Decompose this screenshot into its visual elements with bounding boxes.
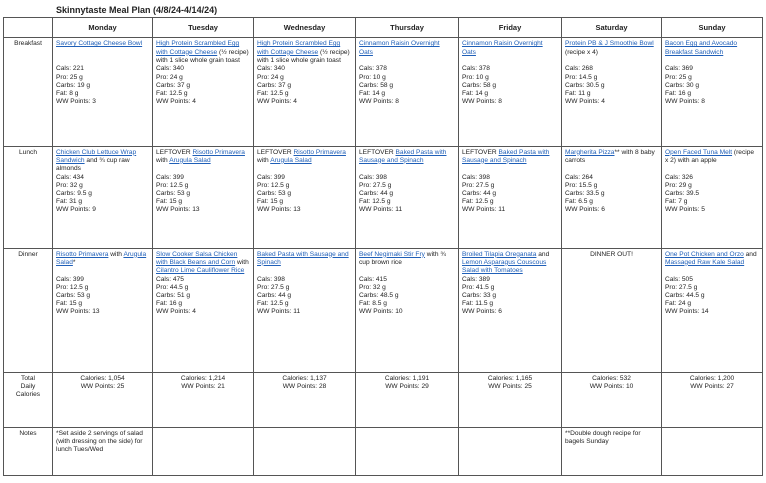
carbs-value: Carbs: 44 g bbox=[257, 291, 292, 299]
meal-description bbox=[565, 40, 658, 64]
ww-points-value: WW Points: 3 bbox=[56, 98, 96, 106]
fat-value: Fat: 15 g bbox=[56, 300, 83, 308]
recipe-link[interactable]: Bacon Egg and Avocado Breakfast Sandwich bbox=[665, 40, 738, 56]
total-ww-points: WW Points: 27 bbox=[690, 383, 734, 391]
total-ww-points: WW Points: 10 bbox=[589, 383, 634, 391]
note-cell bbox=[662, 428, 763, 476]
meal-text: (½ recipe) with 1 slice whole grain toast bbox=[257, 48, 350, 64]
meal-text: with bbox=[156, 156, 170, 164]
notes-row bbox=[4, 428, 763, 476]
nutrition-info bbox=[462, 276, 558, 317]
ww-points-value: WW Points: 6 bbox=[565, 206, 605, 214]
meal-text: LEFTOVER bbox=[462, 148, 499, 156]
recipe-link[interactable]: Risotto Primavera bbox=[56, 250, 109, 258]
meal-cell bbox=[254, 146, 356, 248]
daily-total bbox=[254, 372, 356, 427]
recipe-link[interactable]: One Pot Chicken and Orzo bbox=[665, 250, 744, 258]
carbs-value: Carbs: 19 g bbox=[56, 81, 91, 89]
daily-total bbox=[153, 372, 254, 427]
lunch-row bbox=[4, 146, 763, 248]
calories-value: Cals: 505 bbox=[665, 275, 693, 283]
day-header: Friday bbox=[459, 18, 562, 38]
meal-cell bbox=[459, 146, 562, 248]
protein-value: Pro: 27.5 g bbox=[257, 283, 290, 291]
nutrition-info bbox=[56, 65, 149, 106]
calories-value: Cals: 369 bbox=[665, 65, 693, 73]
meal-cell bbox=[459, 38, 562, 146]
ww-points-value: WW Points: 5 bbox=[665, 206, 705, 214]
calories-value: Cals: 398 bbox=[462, 173, 490, 181]
meal-description bbox=[156, 40, 250, 64]
total-calories: Calories: 1,054 bbox=[80, 374, 125, 382]
meal-cell bbox=[254, 248, 356, 372]
dinner-out-cell: DINNER OUT! bbox=[562, 248, 662, 372]
ww-points-value: WW Points: 11 bbox=[257, 308, 301, 316]
fat-value: Fat: 15 g bbox=[156, 198, 183, 206]
meal-cell bbox=[53, 248, 153, 372]
protein-value: Pro: 25 g bbox=[665, 73, 692, 81]
day-header: Monday bbox=[53, 18, 153, 38]
calories-value: Cals: 340 bbox=[156, 65, 184, 73]
recipe-link[interactable]: Arugula Salad bbox=[270, 156, 312, 164]
nutrition-info bbox=[56, 276, 149, 317]
total-ww-points: WW Points: 25 bbox=[488, 383, 532, 391]
protein-value: Pro: 27.5 g bbox=[359, 181, 392, 189]
protein-value: Pro: 41.5 g bbox=[462, 283, 495, 291]
calories-value: Cals: 399 bbox=[156, 173, 184, 181]
recipe-link[interactable]: Arugula Salad bbox=[169, 156, 211, 164]
row-label-breakfast: Breakfast bbox=[4, 38, 53, 146]
recipe-link[interactable]: High Protein Scrambled Egg with Cottage Cheese bbox=[156, 40, 240, 56]
nutrition-info bbox=[257, 65, 352, 106]
fat-value: Fat: 16 g bbox=[156, 300, 183, 308]
carbs-value: Carbs: 30.5 g bbox=[565, 81, 605, 89]
total-calories: Calories: 1,214 bbox=[180, 374, 226, 382]
recipe-link[interactable]: Baked Pasta with Sausage and Spinach bbox=[257, 250, 349, 266]
daily-total bbox=[459, 372, 562, 427]
meal-text: (½ recipe) with 1 slice whole grain toast bbox=[156, 48, 249, 64]
recipe-link[interactable]: Open Faced Tuna Melt bbox=[665, 148, 733, 156]
meal-description bbox=[257, 40, 352, 64]
carbs-value: Carbs: 37 g bbox=[257, 81, 292, 89]
meal-text: LEFTOVER bbox=[359, 148, 396, 156]
recipe-link[interactable]: Broiled Tilapia Oreganata bbox=[462, 250, 537, 258]
meal-text: with bbox=[257, 156, 271, 164]
ww-points-value: WW Points: 4 bbox=[156, 308, 196, 316]
nutrition-info bbox=[156, 174, 250, 215]
meal-description bbox=[56, 40, 149, 64]
meal-text: and bbox=[743, 250, 757, 258]
ww-points-value: WW Points: 6 bbox=[462, 308, 502, 316]
meal-text: (recipe x 4) bbox=[565, 48, 598, 56]
meal-cell bbox=[53, 38, 153, 146]
fat-value: Fat: 7 g bbox=[665, 198, 688, 206]
fat-value: Fat: 15 g bbox=[257, 198, 284, 206]
daily-total bbox=[356, 372, 459, 427]
calories-value: Cals: 398 bbox=[359, 173, 387, 181]
recipe-link[interactable]: Risotto Primavera bbox=[293, 148, 346, 156]
nutrition-info bbox=[665, 174, 759, 215]
carbs-value: Carbs: 58 g bbox=[462, 81, 497, 89]
meal-description bbox=[257, 149, 352, 173]
note-cell: *Set aside 2 servings of salad (with dressing on the side) for lunch Tues/Wed bbox=[53, 428, 153, 476]
meal-text: LEFTOVER bbox=[257, 148, 294, 156]
protein-value: Pro: 24 g bbox=[257, 73, 284, 81]
protein-value: Pro: 44.5 g bbox=[156, 283, 189, 291]
recipe-link[interactable]: Margherita Pizza bbox=[565, 148, 615, 156]
carbs-value: Carbs: 39.5 bbox=[665, 189, 700, 197]
page-title: Skinnytaste Meal Plan (4/8/24-4/14/24) bbox=[56, 5, 218, 15]
fat-value: Fat: 11.5 g bbox=[462, 300, 494, 308]
fat-value: Fat: 8 g bbox=[56, 90, 79, 97]
fat-value: Fat: 8.5 g bbox=[359, 300, 387, 308]
fat-value: Fat: 12.5 g bbox=[156, 90, 188, 97]
protein-value: Pro: 14.5 g bbox=[565, 73, 598, 81]
meal-cell bbox=[562, 146, 662, 248]
fat-value: Fat: 14 g bbox=[359, 90, 386, 97]
calories-value: Cals: 398 bbox=[257, 275, 285, 283]
carbs-value: Carbs: 30 g bbox=[665, 81, 700, 89]
total-calories: Calories: 532 bbox=[592, 374, 631, 382]
protein-value: Pro: 10 g bbox=[462, 73, 489, 81]
day-header: Sunday bbox=[662, 18, 763, 38]
fat-value: Fat: 12.5 g bbox=[257, 90, 289, 97]
ww-points-value: WW Points: 10 bbox=[359, 308, 403, 316]
total-calories: Calories: 1,165 bbox=[487, 374, 533, 382]
total-ww-points: WW Points: 25 bbox=[80, 383, 125, 391]
meal-cell bbox=[254, 38, 356, 146]
carbs-value: Carbs: 53 g bbox=[56, 291, 91, 299]
recipe-link[interactable]: High Protein Scrambled Egg with Cottage Cheese bbox=[257, 40, 341, 56]
corner-cell bbox=[4, 18, 53, 38]
total-calories: Calories: 1,200 bbox=[689, 374, 735, 382]
total-ww-points: WW Points: 29 bbox=[385, 383, 429, 391]
meal-text: ** with 8 baby carrots bbox=[565, 148, 655, 164]
protein-value: Pro: 12.5 g bbox=[56, 283, 89, 291]
meal-plan-table bbox=[3, 17, 763, 476]
meal-text: with bbox=[235, 258, 249, 266]
meal-text: (recipe x 2) with an apple bbox=[665, 148, 755, 164]
calories-value: Cals: 399 bbox=[257, 173, 285, 181]
total-ww-points: WW Points: 21 bbox=[181, 383, 225, 391]
meal-description bbox=[665, 251, 759, 275]
carbs-value: Carbs: 53 g bbox=[257, 189, 292, 197]
meal-description bbox=[257, 251, 352, 275]
meal-description bbox=[359, 149, 455, 173]
nutrition-info bbox=[359, 276, 455, 317]
carbs-value: Carbs: 51 g bbox=[156, 291, 191, 299]
nutrition-info bbox=[359, 174, 455, 215]
meal-cell bbox=[459, 248, 562, 372]
protein-value: Pro: 32 g bbox=[359, 283, 386, 291]
meal-text: with bbox=[108, 250, 124, 258]
nutrition-info bbox=[156, 65, 250, 106]
calories-value: Cals: 475 bbox=[156, 275, 184, 283]
meal-description bbox=[56, 149, 149, 173]
meal-cell bbox=[562, 38, 662, 146]
protein-value: Pro: 27.5 g bbox=[462, 181, 495, 189]
ww-points-value: WW Points: 13 bbox=[257, 206, 301, 214]
recipe-link[interactable]: Cilantro Lime Cauliflower Rice bbox=[156, 266, 245, 274]
meal-text: with ¾ cup brown rice bbox=[359, 250, 446, 266]
carbs-value: Carbs: 9.5 g bbox=[56, 189, 92, 197]
carbs-value: Carbs: 44.5 g bbox=[665, 291, 705, 299]
carbs-value: Carbs: 33 g bbox=[462, 291, 497, 299]
note-cell bbox=[153, 428, 254, 476]
recipe-link[interactable]: Chicken Club Lettuce Wrap Sandwich bbox=[56, 148, 137, 164]
day-header: Thursday bbox=[356, 18, 459, 38]
note-cell bbox=[356, 428, 459, 476]
ww-points-value: WW Points: 13 bbox=[56, 308, 100, 316]
recipe-link[interactable]: Arugula Salad bbox=[56, 250, 147, 266]
protein-value: Pro: 12.5 g bbox=[156, 181, 189, 189]
note-cell bbox=[459, 428, 562, 476]
carbs-value: Carbs: 48.5 g bbox=[359, 291, 399, 299]
nutrition-info bbox=[665, 65, 759, 106]
nutrition-info bbox=[565, 174, 658, 215]
meal-description bbox=[156, 251, 250, 275]
meal-cell bbox=[662, 248, 763, 372]
meal-cell bbox=[153, 146, 254, 248]
carbs-value: Carbs: 37 g bbox=[156, 81, 191, 89]
meal-cell bbox=[356, 38, 459, 146]
calories-value: Cals: 340 bbox=[257, 65, 285, 73]
header-row bbox=[4, 18, 763, 38]
meal-text: * bbox=[72, 258, 76, 266]
meal-description bbox=[565, 149, 658, 173]
carbs-value: Carbs: 44 g bbox=[359, 189, 394, 197]
meal-description bbox=[359, 40, 455, 64]
recipe-link[interactable]: Massaged Raw Kale Salad bbox=[665, 258, 745, 266]
ww-points-value: WW Points: 8 bbox=[462, 98, 502, 106]
ww-points-value: WW Points: 4 bbox=[257, 98, 297, 106]
daily-total bbox=[662, 372, 763, 427]
protein-value: Pro: 25 g bbox=[56, 73, 83, 81]
day-header: Wednesday bbox=[254, 18, 356, 38]
fat-value: Fat: 24 g bbox=[665, 300, 692, 308]
fat-value: Fat: 31 g bbox=[56, 198, 83, 206]
nutrition-info bbox=[565, 65, 658, 106]
ww-points-value: WW Points: 4 bbox=[156, 98, 196, 106]
ww-points-value: WW Points: 4 bbox=[565, 98, 605, 106]
meal-cell bbox=[662, 146, 763, 248]
daily-total bbox=[53, 372, 153, 427]
calories-value: Cals: 415 bbox=[359, 275, 387, 283]
protein-value: Pro: 32 g bbox=[56, 181, 83, 189]
carbs-value: Carbs: 33.5 g bbox=[565, 189, 605, 197]
meal-description bbox=[156, 149, 250, 173]
ww-points-value: WW Points: 14 bbox=[665, 308, 709, 316]
nutrition-info bbox=[462, 65, 558, 106]
fat-value: Fat: 11 g bbox=[565, 90, 591, 97]
meal-cell bbox=[153, 38, 254, 146]
ww-points-value: WW Points: 8 bbox=[665, 98, 705, 106]
recipe-link[interactable]: Lemon Asparagus Couscous Salad with Tomatoes bbox=[462, 258, 547, 274]
calories-value: Cals: 326 bbox=[665, 173, 693, 181]
calories-value: Cals: 378 bbox=[359, 65, 387, 73]
nutrition-info bbox=[257, 276, 352, 317]
recipe-link[interactable]: Savory Cottage Cheese Bowl bbox=[56, 40, 143, 48]
meal-cell bbox=[662, 38, 763, 146]
row-label-notes: Notes bbox=[4, 428, 53, 476]
total-calories: Calories: 1,191 bbox=[384, 374, 430, 382]
protein-value: Pro: 12.5 g bbox=[257, 181, 290, 189]
breakfast-row bbox=[4, 38, 763, 146]
ww-points-value: WW Points: 9 bbox=[56, 206, 96, 214]
total-ww-points: WW Points: 28 bbox=[282, 383, 327, 391]
ww-points-value: WW Points: 8 bbox=[359, 98, 399, 106]
row-label-lunch: Lunch bbox=[4, 146, 53, 248]
meal-description bbox=[665, 40, 759, 64]
meal-description bbox=[665, 149, 759, 173]
dinner-row bbox=[4, 248, 763, 372]
day-header: Tuesday bbox=[153, 18, 254, 38]
meal-description bbox=[56, 251, 149, 275]
row-label-totals: Total Daily Calories bbox=[4, 372, 53, 427]
fat-value: Fat: 12.5 g bbox=[257, 300, 289, 308]
row-label-dinner: Dinner bbox=[4, 248, 53, 372]
protein-value: Pro: 10 g bbox=[359, 73, 386, 81]
calories-value: Cals: 268 bbox=[565, 65, 593, 73]
protein-value: Pro: 24 g bbox=[156, 73, 183, 81]
nutrition-info bbox=[359, 65, 455, 106]
meal-cell bbox=[356, 146, 459, 248]
protein-value: Pro: 27.5 g bbox=[665, 283, 698, 291]
fat-value: Fat: 14 g bbox=[462, 90, 489, 97]
meal-description bbox=[359, 251, 455, 275]
recipe-link[interactable]: Slow Cooker Salsa Chicken with Black Beans and Corn bbox=[156, 250, 238, 266]
nutrition-info bbox=[56, 174, 149, 215]
calories-value: Cals: 378 bbox=[462, 65, 490, 73]
calories-value: Cals: 389 bbox=[462, 275, 490, 283]
fat-value: Fat: 16 g bbox=[665, 90, 692, 97]
recipe-link[interactable]: Beef Negimaki Stir Fry bbox=[359, 250, 425, 258]
meal-cell bbox=[356, 248, 459, 372]
recipe-link[interactable]: Risotto Primavera bbox=[192, 148, 245, 156]
nutrition-info bbox=[156, 276, 250, 317]
nutrition-info bbox=[257, 174, 352, 215]
recipe-link[interactable]: Cinnamon Raisin Overnight Oats bbox=[359, 40, 440, 56]
recipe-link[interactable]: Baked Pasta with Sausage and Spinach bbox=[462, 148, 550, 164]
totals-row bbox=[4, 372, 763, 427]
calories-value: Cals: 434 bbox=[56, 173, 84, 181]
ww-points-value: WW Points: 13 bbox=[156, 206, 200, 214]
carbs-value: Carbs: 53 g bbox=[156, 189, 191, 197]
recipe-link[interactable]: Baked Pasta with Sausage and Spinach bbox=[359, 148, 447, 164]
protein-value: Pro: 29 g bbox=[665, 181, 692, 189]
calories-value: Cals: 264 bbox=[565, 173, 593, 181]
calories-value: Cals: 399 bbox=[56, 275, 84, 283]
meal-description bbox=[462, 149, 558, 173]
nutrition-info bbox=[665, 276, 759, 317]
meal-description bbox=[462, 40, 558, 64]
recipe-link[interactable]: Cinnamon Raisin Overnight Oats bbox=[462, 40, 543, 56]
daily-total bbox=[562, 372, 662, 427]
fat-value: Fat: 6.5 g bbox=[565, 198, 593, 206]
carbs-value: Carbs: 58 g bbox=[359, 81, 394, 89]
calories-value: Cals: 221 bbox=[56, 65, 84, 73]
meal-text: and bbox=[536, 250, 550, 258]
note-cell bbox=[254, 428, 356, 476]
ww-points-value: WW Points: 11 bbox=[462, 206, 506, 214]
carbs-value: Carbs: 44 g bbox=[462, 189, 497, 197]
meal-cell bbox=[53, 146, 153, 248]
note-cell: **Double dough recipe for bagels Sunday bbox=[562, 428, 662, 476]
recipe-link[interactable]: Protein PB & J Smoothie Bowl bbox=[565, 40, 654, 48]
nutrition-info bbox=[462, 174, 558, 215]
ww-points-value: WW Points: 11 bbox=[359, 206, 403, 214]
meal-text: and ¾ cup raw almonds bbox=[56, 156, 130, 172]
meal-text: LEFTOVER bbox=[156, 148, 193, 156]
protein-value: Pro: 15.5 g bbox=[565, 181, 598, 189]
meal-cell bbox=[153, 248, 254, 372]
fat-value: Fat: 12.5 g bbox=[359, 198, 391, 206]
meal-description bbox=[462, 251, 558, 275]
total-calories: Calories: 1,137 bbox=[282, 374, 327, 382]
fat-value: Fat: 12.5 g bbox=[462, 198, 494, 206]
day-header: Saturday bbox=[562, 18, 662, 38]
